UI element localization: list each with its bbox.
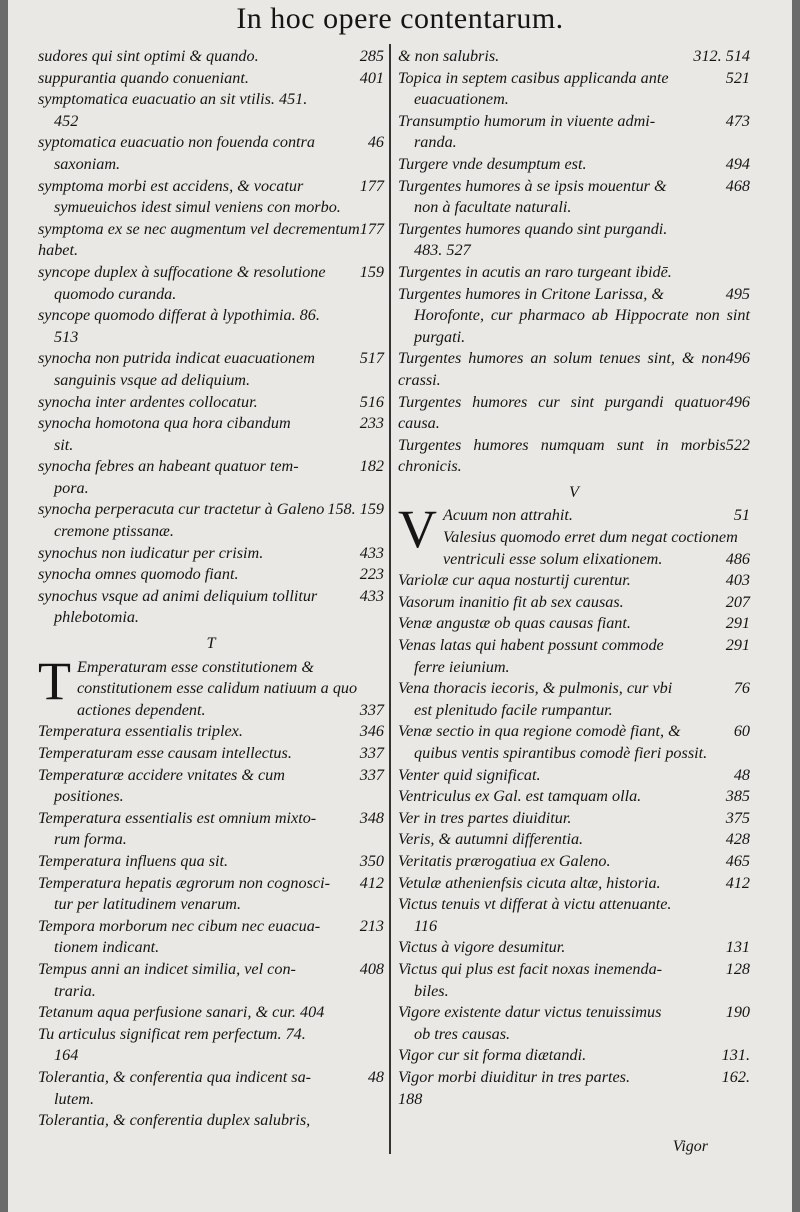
page-number: 223 (359, 565, 384, 584)
page-number: 496 (725, 349, 750, 368)
page-number: 233 (359, 414, 384, 433)
entry-text: Temperatura hepatis ægrorum non cognosci- (38, 873, 330, 892)
entry-text: syncope duplex à suffocatione & resolutione (38, 262, 326, 281)
index-entry (38, 959, 384, 1002)
entry-text: Turgentes humores cur sint purgandi quatuor causa. (398, 392, 726, 433)
entry-text: & non salubris. (398, 47, 500, 65)
entry-text: Victus tenuis vt differat à victu attenuante. (398, 895, 672, 914)
page-number: 46 (367, 133, 384, 152)
entry-continuation: quomodo curanda. (54, 284, 177, 303)
entry-continuation: 164 (54, 1046, 79, 1065)
page-number: 428 (725, 830, 750, 849)
entry-text: Transumptio humorum in viuente admi- (398, 111, 656, 130)
page-number: 521 (725, 68, 750, 87)
entry-text: Tolerantia, & conferentia qua indicent sa- (38, 1067, 312, 1086)
entries-t (38, 721, 384, 1131)
index-entry (398, 1045, 750, 1067)
entry-text: Venæ sectio in qua regione comodè fiant, & (398, 722, 681, 741)
page-number: 337 (359, 744, 384, 762)
column-divider (389, 44, 391, 1154)
entry-text: Turgere vnde desumptum est. (398, 154, 587, 173)
entry-text: Temperaturæ accidere vnitates & cum (38, 765, 285, 784)
index-entry (38, 586, 384, 629)
page-number: 177 (359, 176, 384, 195)
entry-text: synochus vsque ad animi deliquium tollitur (38, 586, 318, 605)
entry-continuation: lutem. (54, 1089, 95, 1108)
index-entry (398, 176, 750, 219)
index-entry (398, 721, 750, 764)
page-number: 177 (359, 219, 384, 238)
page-number: 337 (359, 765, 384, 784)
page-number: 76 (733, 679, 750, 698)
index-entry (38, 176, 384, 219)
index-entry (38, 743, 384, 765)
page-number: 348 (359, 808, 384, 827)
page-number: 131 (725, 938, 750, 957)
page-number: 496 (725, 392, 750, 411)
page-number: 412 (725, 873, 750, 892)
index-entry (398, 154, 750, 176)
entry-continuation: positiones. (54, 787, 124, 806)
page-number: 207 (725, 592, 750, 611)
entry-continuation: sanguinis vsque ad deliquium. (54, 370, 251, 389)
entry-continuation: quibus ventis spirantibus comodè fieri possit. (414, 744, 708, 762)
entry-text: Venas latas qui habent possunt commode (398, 636, 664, 655)
page-number: 516 (359, 392, 384, 411)
entry-text: suppurantia quando conueniant. (38, 68, 249, 87)
index-entry (398, 435, 750, 478)
entry-text: Vigore existente datur victus tenuissimus (398, 1003, 662, 1022)
dropcap-t: T (38, 650, 71, 711)
index-entry (38, 262, 384, 305)
entry-text: Ventriculus ex Gal. est tamquam olla. (398, 787, 642, 806)
index-entry (38, 808, 384, 851)
index-entry (38, 392, 384, 414)
index-entry (38, 1110, 384, 1132)
page-number: 401 (359, 68, 384, 87)
page-number: 517 (359, 349, 384, 368)
page-number: 131. (721, 1046, 750, 1065)
page-number: 486 (725, 549, 750, 568)
page-number: 433 (359, 543, 384, 562)
entry-text: Turgentes humores an solum tenues sint, & non crassi. (398, 349, 726, 389)
index-entry (398, 959, 750, 1002)
entry-text: Victus qui plus est facit noxas inemenda- (398, 959, 663, 978)
index-entry (398, 678, 750, 721)
entry-continuation: tur per latitudinem venarum. (54, 895, 242, 914)
entry-text: Victus à vigore desumitur. (398, 938, 566, 957)
entry-text: Ver in tres partes diuiditur. (398, 808, 572, 827)
entry-text: Vetulæ athenienfsis cicuta altæ, historia. (398, 873, 661, 892)
index-entry (398, 348, 750, 391)
entry-text: syptomatica euacuatio non fouenda contra (38, 133, 315, 152)
index-entry (398, 765, 750, 787)
page-title: In hoc opere contentarum. (236, 2, 564, 35)
page-number: 495 (725, 284, 750, 303)
index-entry (398, 1089, 750, 1111)
entry-continuation: saxoniam. (54, 154, 121, 173)
entry-text: Vena thoracis iecoris, & pulmonis, cur vbi (398, 679, 673, 698)
page-number: 494 (725, 154, 750, 173)
entry-text: Venæ angustæ ob quas causas fiant. (398, 614, 631, 633)
index-entry (398, 46, 750, 68)
entry-text: Vigor morbi diuiditur in tres partes. (398, 1067, 631, 1086)
entry-continuation: 452 (54, 111, 79, 130)
page-number: 128 (725, 959, 750, 978)
page-number: 433 (359, 586, 384, 605)
page-number: 48 (733, 765, 750, 784)
page-number: 291 (725, 614, 750, 633)
entry-text: synocha non putrida indicat euacuationem (38, 349, 315, 368)
index-entry (38, 916, 384, 959)
entry-text: Acuum non attrahit. (443, 506, 573, 525)
page-number: 522 (725, 435, 750, 454)
entry-text-second: Valesius quomodo erret dum negat coctionem ventriculi esse solum elixationem. 486 (398, 527, 750, 570)
entry-continuation: 116 (414, 916, 438, 935)
entry-continuation: est plenitudo facile rumpantur. (414, 700, 613, 719)
entry-text: Venter quid significat. (398, 765, 541, 784)
index-entry (38, 873, 384, 916)
right-column (398, 46, 750, 1110)
index-entry (398, 570, 750, 592)
entry-text: synochus non iudicatur per crisim. (38, 543, 264, 562)
index-entry (398, 851, 750, 873)
entry-continuation: traria. (54, 981, 96, 1000)
page-number: 408 (359, 959, 384, 978)
index-entry (398, 894, 750, 937)
index-entry (38, 413, 384, 456)
entry-continuation: Horofonte, cur pharmaco ab Hippocrate non sint purgati. (414, 306, 750, 346)
index-page (8, 0, 792, 1212)
entry-continuation: 513 (54, 327, 79, 346)
page-number: 51 (733, 506, 750, 525)
page-number: 312. 514 (693, 47, 750, 65)
page-number: 412 (359, 873, 384, 892)
page-number: 375 (725, 808, 750, 827)
entry-text: Tetanum aqua perfusione sanari, & cur. 404 (38, 1003, 325, 1022)
index-entry (38, 499, 384, 542)
entry-text: Topica in septem casibus applicanda ante (398, 68, 669, 87)
entry-continuation: phlebotomia. (54, 608, 139, 627)
page-number: 465 (725, 851, 750, 870)
index-entry (38, 46, 384, 68)
entry-text: Tolerantia, & conferentia duplex salubris, (38, 1111, 311, 1130)
entry-text: synocha homotona qua hora cibandum (38, 414, 291, 433)
entry-continuation: 483. 527 (414, 241, 471, 260)
entry-text: synocha perperacuta cur tractetur à Galeno (38, 500, 325, 519)
entry-continuation: ferre ieiunium. (414, 657, 510, 676)
entry-continuation: ob tres causas. (414, 1024, 511, 1043)
page-number: 291 (725, 636, 750, 655)
entry-text: Turgentes humores numquam sunt in morbis chronicis. (398, 435, 726, 476)
page-number: 60 (733, 722, 750, 741)
index-entry (398, 786, 750, 808)
entries-s (38, 46, 384, 629)
entry-continuation: cremone ptissanæ. (54, 522, 174, 541)
index-entry (398, 219, 750, 262)
entry-text: symptomatica euacuatio an sit vtilis. 451. (38, 90, 308, 109)
page-number: 346 (359, 722, 384, 741)
entry-text: Emperaturam esse constitutionem & constitutionem esse calidum natiuum a quo actiones dependent. (77, 657, 358, 719)
entry-text: Vasorum inanitio fit ab sex causas. (398, 592, 624, 611)
index-entry (38, 305, 384, 348)
page-number: 337 (359, 700, 384, 719)
entry-text: sudores qui sint optimi & quando. (38, 47, 259, 65)
page-number: 385 (725, 787, 750, 806)
index-entry (38, 1024, 384, 1067)
index-entry (398, 613, 750, 635)
entry-text: synocha inter ardentes collocatur. (38, 392, 258, 411)
entry-continuation: euacuationem. (414, 90, 509, 109)
index-entry (398, 635, 750, 678)
entry-text: Veritatis prærogatiua ex Galeno. (398, 851, 611, 870)
entry-text: Temperaturam esse causam intellectus. (38, 744, 292, 762)
index-entry (398, 1002, 750, 1045)
index-entry (38, 456, 384, 499)
page-number: 468 (725, 176, 750, 195)
index-entry (38, 1067, 384, 1110)
entries-v (398, 570, 750, 1110)
index-entry (398, 392, 750, 435)
index-entry (398, 1067, 750, 1089)
entry-text: Vigor cur sit forma diætandi. (398, 1046, 587, 1065)
index-entry (38, 89, 384, 132)
index-entry (38, 1002, 384, 1024)
page-number: 350 (359, 851, 384, 870)
index-entry (398, 111, 750, 154)
index-entry (38, 132, 384, 175)
page-number: 158. 159 (327, 500, 384, 519)
index-entry (38, 564, 384, 586)
index-entry (398, 262, 750, 284)
entry-text: 188 (398, 1089, 423, 1108)
index-entry (398, 284, 750, 349)
entry-text: Turgentes humores quando sint purgandi. (398, 219, 668, 238)
index-entry (38, 851, 384, 873)
entry-text: Temperatura essentialis triplex. (38, 722, 243, 741)
index-entry (398, 592, 750, 614)
entry-text: Variolæ cur aqua nosturtij curentur. (398, 571, 631, 590)
index-entry (38, 348, 384, 391)
entry-continuation: non à facultate naturali. (414, 198, 572, 217)
entry-text: Tu articulus significat rem perfectum. 74. (38, 1024, 306, 1043)
entry-text: Tempus anni an indicet similia, vel con- (38, 959, 296, 978)
page-number: 162. (721, 1067, 750, 1086)
entry-continuation: randa. (414, 133, 457, 152)
entry-continuation: biles. (414, 981, 449, 1000)
index-entry (398, 873, 750, 895)
index-entry (38, 68, 384, 90)
first-entry-v (398, 499, 750, 570)
entry-text: syncope quomodo differat à lypothimia. 86. (38, 306, 320, 325)
index-entry (398, 68, 750, 111)
entries-t-continued (398, 46, 750, 478)
entry-text: Turgentes humores à se ipsis mouentur & (398, 176, 667, 195)
entry-continuation: sit. (54, 435, 74, 454)
dropcap-v: V (398, 499, 437, 560)
entry-text: symptoma morbi est accidens, & vocatur (38, 176, 304, 195)
catchword: Vigor (672, 1138, 708, 1155)
index-entry (38, 765, 384, 808)
index-entry (38, 543, 384, 565)
index-entry (38, 721, 384, 743)
page-number: 159 (359, 262, 384, 281)
page-number: 213 (359, 916, 384, 935)
left-column (38, 46, 384, 1132)
entry-continuation: symueuichos idest simul veniens con morbo. (54, 198, 341, 217)
index-entry (398, 937, 750, 959)
page-number: 403 (725, 571, 750, 590)
section-letter-t: T (206, 634, 216, 653)
entry-text: Tempora morborum nec cibum nec euacua- (38, 916, 321, 935)
entry-continuation: rum forma. (54, 830, 127, 849)
page-number: 190 (725, 1003, 750, 1022)
index-entry (398, 829, 750, 851)
entry-text: Turgentes humores in Critone Larissa, & (398, 284, 664, 303)
index-entry (398, 808, 750, 830)
first-entry-t (38, 650, 384, 722)
page-number: 473 (725, 111, 750, 130)
section-letter-v: V (569, 482, 579, 501)
page-number: 182 (359, 457, 384, 476)
entry-text: symptoma ex se nec augmentum vel decrementum habet. (38, 219, 360, 260)
entry-text: Turgentes in acutis an raro turgeant ibidē. (398, 262, 672, 281)
entry-continuation: tionem indicant. (54, 938, 160, 957)
entry-text: synocha omnes quomodo fiant. (38, 565, 239, 584)
index-entry (38, 219, 384, 262)
entry-text: Temperatura influens qua sit. (38, 851, 229, 870)
entry-continuation: pora. (54, 478, 89, 497)
entry-text: Temperatura essentialis est omnium mixto- (38, 808, 317, 827)
entry-text: Veris, & autumni differentia. (398, 830, 584, 849)
entry-text: synocha febres an habeant quatuor tem- (38, 457, 299, 476)
page-number: 285 (359, 47, 384, 65)
page-number: 48 (367, 1067, 384, 1086)
